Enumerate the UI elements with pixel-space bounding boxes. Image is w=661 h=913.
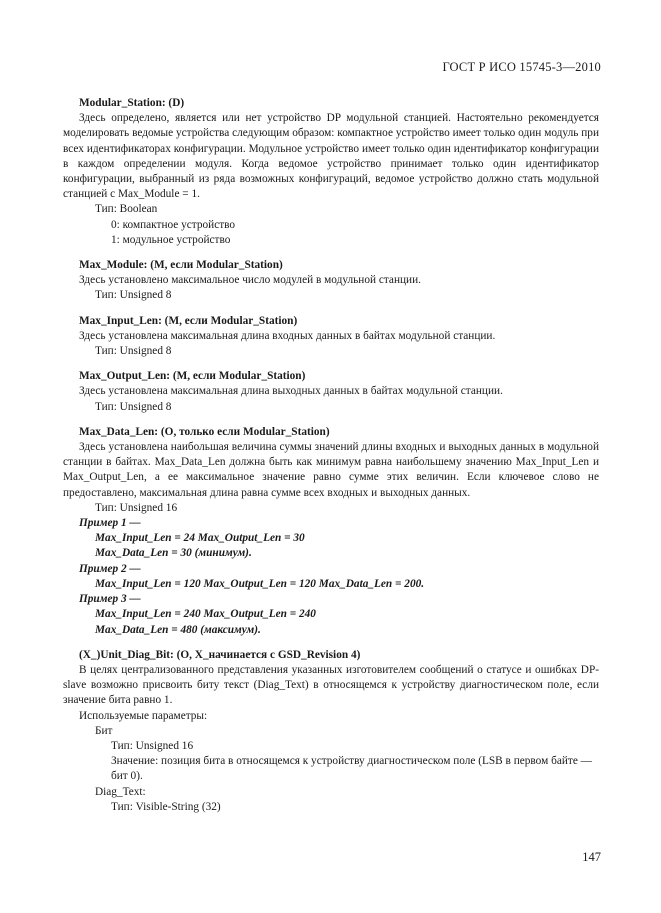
paragraph-modular-station: Здесь определено, является или нет устройство DP модульной станцией. Настоятельно рекомендуется моделировать ведомые устройства следующим образом: компактное устройство имеет только один модуль при всех идентификаторах конфигурации. Модульное устройство имеет только один идентификатор конфигурации в каждом определении модуля. Когда ведомое устройство принимает только один идентификатор конфигурации, выбранный из ряда возможных конфигураций, ведомое устройство должно стать модульной станцией с Max_Module = 1. [63, 112, 599, 201]
section-heading-modular-station: Modular_Station: (D) [79, 97, 185, 109]
type-line-max-module: Тип: Unsigned 8 [95, 289, 172, 302]
example-3-line-1: Max_Input_Len = 240 Max_Output_Len = 240 [95, 608, 316, 621]
param-diag-text-type: Тип: Visible-String (32) [111, 800, 221, 813]
section-heading-max-input-len: Max_Input_Len: (M, если Modular_Station) [79, 314, 298, 327]
page-content [63, 96, 599, 815]
document-header: ГОСТ Р ИСО 15745-3—2010 [442, 60, 601, 74]
params-label: Используемые параметры: [79, 709, 208, 722]
param-bit-value: Значение: позиция бита в относящемся к устройству диагностическом поле (LSB в первом байте — бит 0). [111, 755, 592, 783]
example-2-title: Пример 2 — [79, 562, 141, 575]
example-1-title: Пример 1 — [79, 517, 141, 530]
example-1-line-2: Max_Data_Len = 30 (минимум). [95, 547, 252, 560]
param-bit-type: Тип: Unsigned 16 [111, 739, 194, 752]
section-heading-max-module: Max_Module: (M, если Modular_Station) [79, 259, 283, 272]
example-3-title: Пример 3 — [79, 593, 141, 606]
example-3-line-2: Max_Data_Len = 480 (максимум). [95, 623, 261, 636]
type-line-max-input-len: Тип: Unsigned 8 [95, 345, 172, 358]
section-heading-max-output-len: Max_Output_Len: (M, если Modular_Station) [79, 370, 306, 383]
example-1-line-1: Max_Input_Len = 24 Max_Output_Len = 30 [95, 532, 305, 545]
param-bit: Бит [95, 724, 113, 737]
section-heading-max-data-len: Max_Data_Len: (O, только если Modular_Station) [79, 425, 330, 438]
paragraph-unit-diag-bit: В целях централизованного представления указанных изготовителем сообщений о статусе и ошибках DP-slave возможно присвоить биту текст (Diag_Text) в относящемся к устройству диагностическом поле, если значение бита равно 1. [63, 663, 599, 707]
option-compact: 0: компактное устройство [111, 218, 236, 231]
type-line-max-data-len: Тип: Unsigned 16 [95, 501, 178, 514]
type-line-max-output-len: Тип: Unsigned 8 [95, 400, 172, 413]
paragraph-max-output-len: Здесь установлена максимальная длина выходных данных в байтах модульной станции. [79, 385, 503, 398]
example-2-line-1: Max_Input_Len = 120 Max_Output_Len = 120 Max_Data_Len = 200. [95, 577, 425, 590]
paragraph-max-data-len: Здесь установлена наибольшая величина суммы значений длины входных и выходных данных в модульной станции в байтах. Max_Data_Len должна быть как минимум равна наибольшему значению Max_Input_Len и Max_Output_Len, а ее максимальное значение равно сумме этих величин. Если ключевое слово не предоставлено, максимальная длина равна сумме всех входных и выходных данных. [63, 441, 599, 499]
page-number: 147 [582, 850, 601, 864]
paragraph-max-input-len: Здесь установлена максимальная длина входных данных в байтах модульной станции. [79, 329, 496, 342]
param-diag-text: Diag_Text: [95, 785, 146, 798]
type-line-modular-station: Тип: Boolean [95, 203, 158, 216]
section-heading-unit-diag-bit: (X_)Unit_Diag_Bit: (O, X_начинается с GSD_Revision 4) [79, 648, 361, 661]
option-modular: 1: модульное устройство [111, 233, 231, 246]
paragraph-max-module: Здесь установлено максимальное число модулей в модульной станции. [79, 274, 421, 287]
